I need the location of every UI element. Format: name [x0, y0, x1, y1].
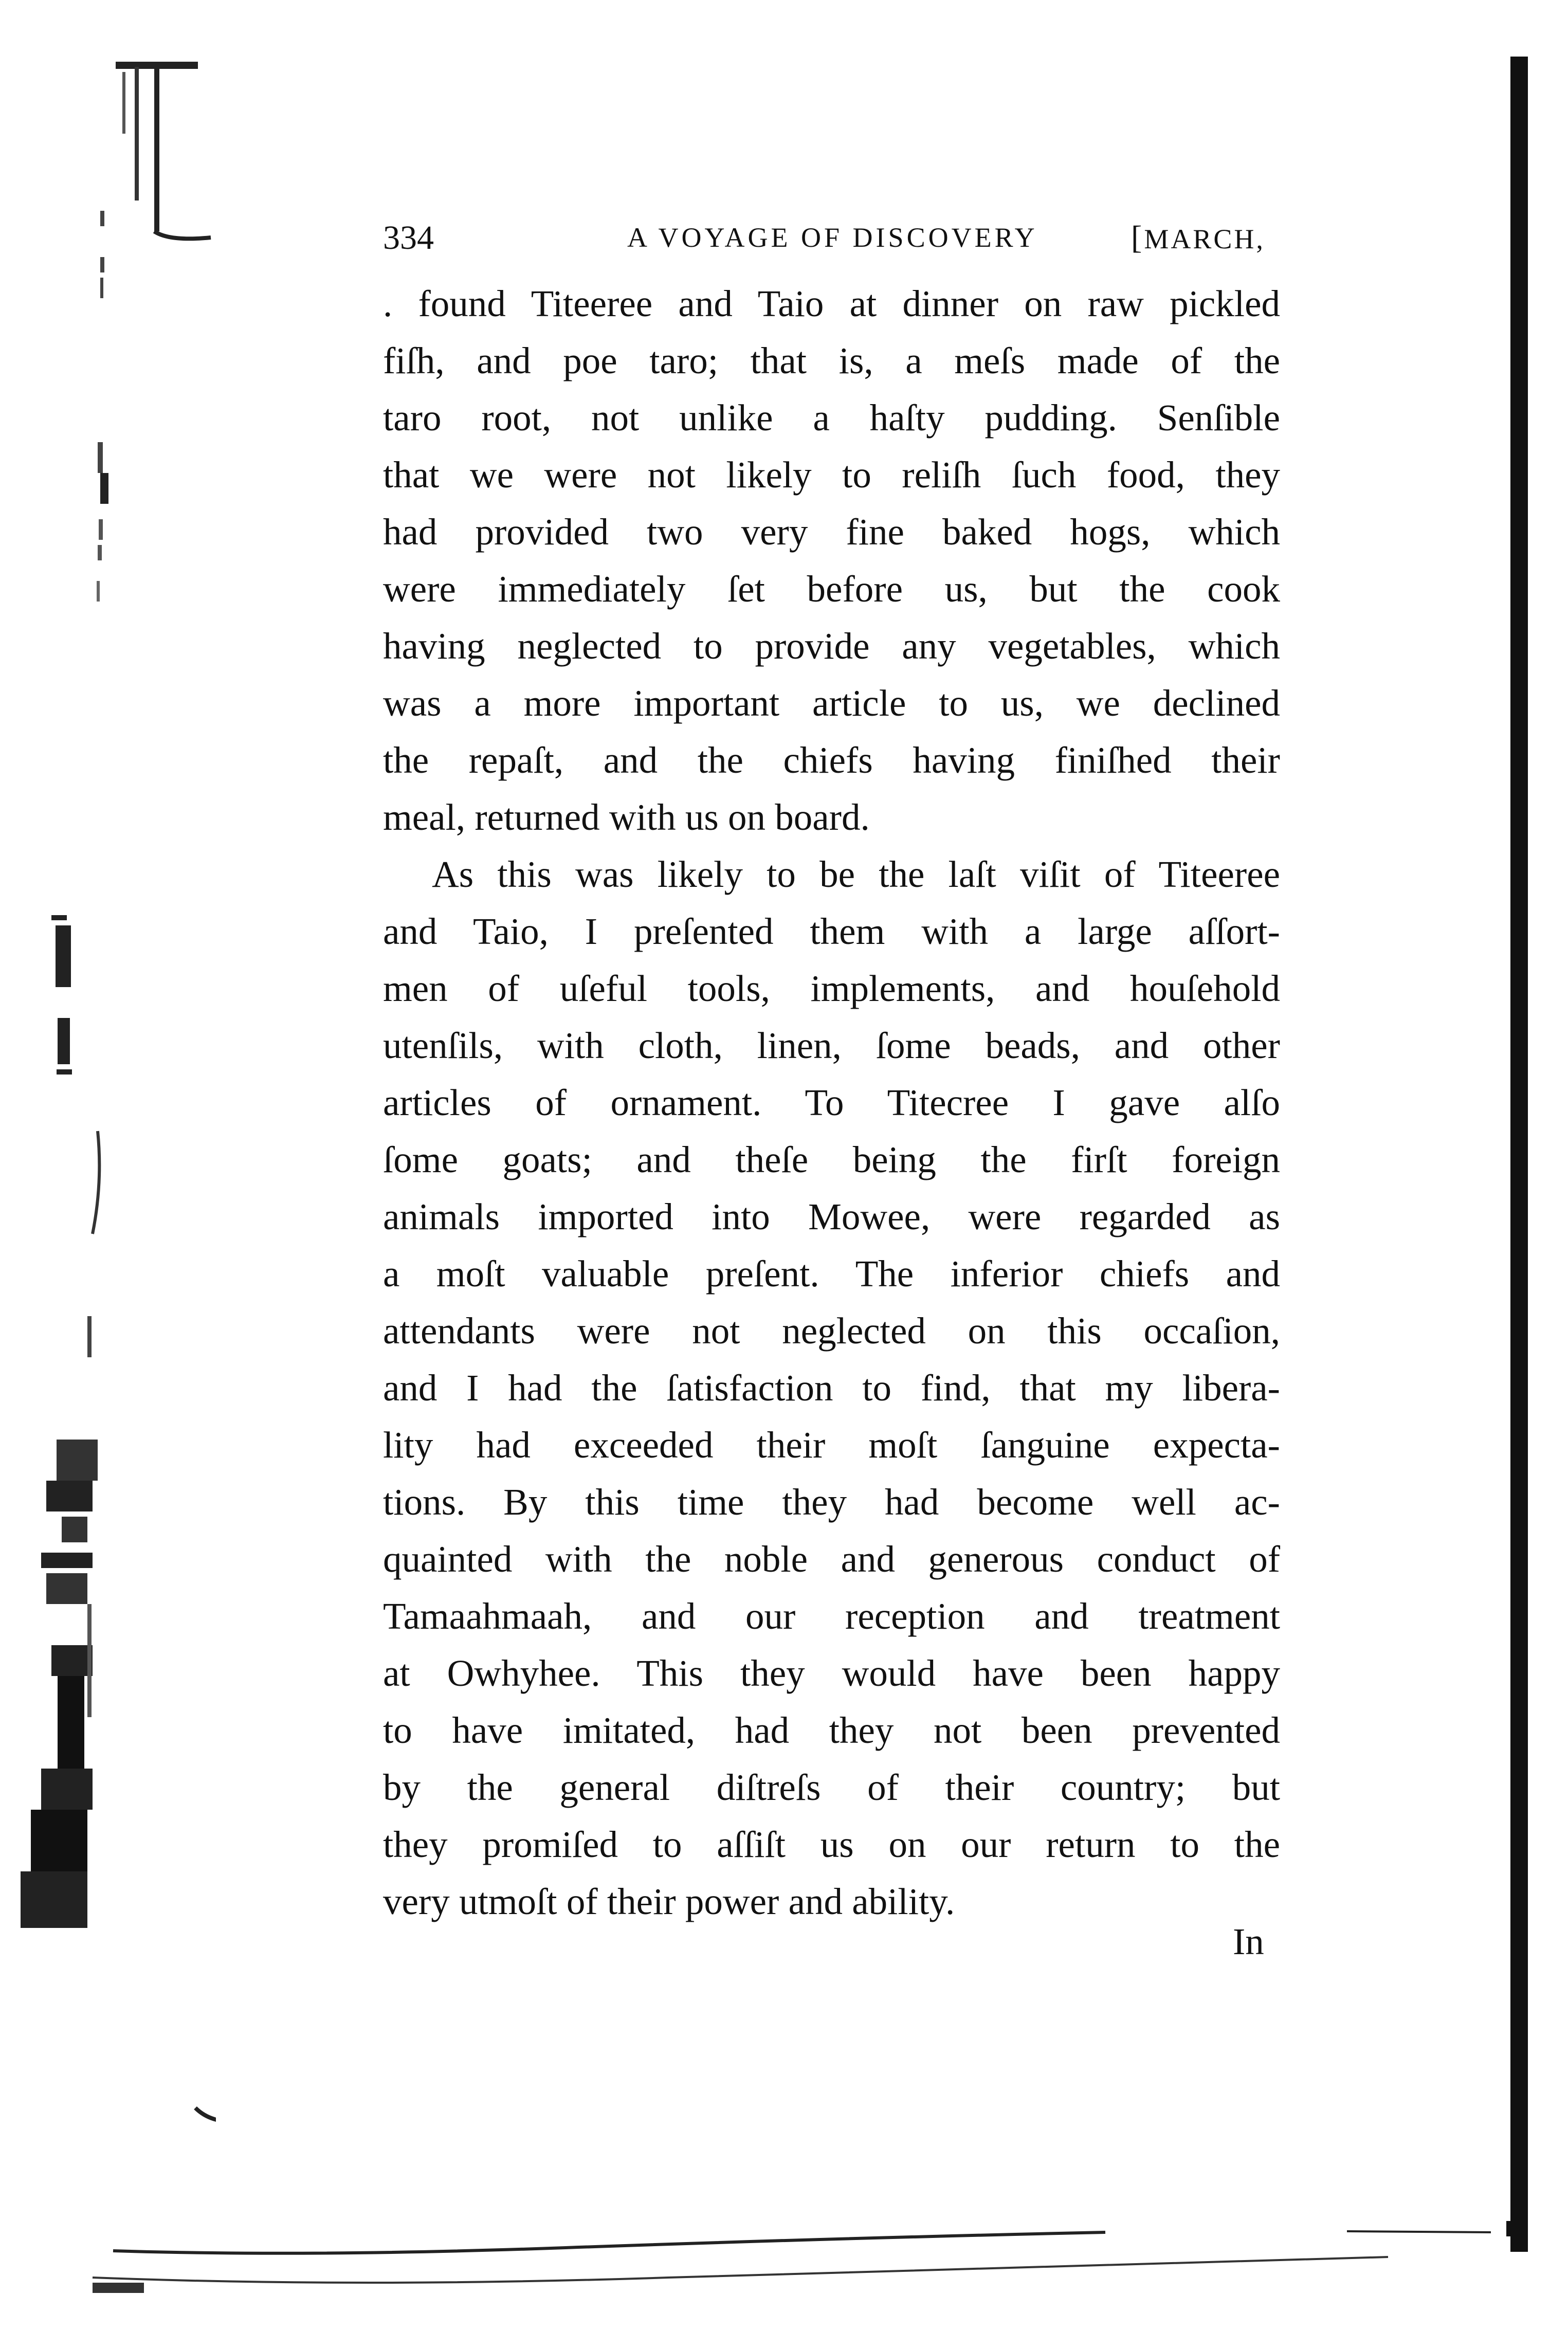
- running-header: [383, 218, 1314, 270]
- paragraph-2: [383, 846, 1280, 1930]
- month-bracket: [: [1131, 219, 1144, 256]
- text-line: meal, returned with us on board.: [383, 796, 870, 838]
- text-line: the repaſt, and the chiefs having finiſhed their: [383, 739, 1280, 781]
- text-line: and I had the ſatisfaction to find, that my libera-: [383, 1367, 1280, 1409]
- paragraph-1: [383, 275, 1280, 846]
- text-line: a moſt valuable preſent. The inferior chiefs and: [383, 1253, 1280, 1295]
- text-line: attendants were not neglected on this occaſion,: [383, 1310, 1280, 1352]
- body-text: [383, 275, 1280, 1930]
- text-line: As this was likely to be the laſt viſit of Titeeree: [432, 853, 1280, 895]
- text-line: tions. By this time they had become well ac-: [383, 1481, 1280, 1523]
- scan-bottom-artifacts: [0, 2200, 1568, 2331]
- catchword: In: [1233, 1921, 1264, 1962]
- scan-right-edge-bar: [1510, 57, 1528, 2252]
- text-line: were immediately ſet before us, but the cook: [383, 568, 1280, 610]
- running-month: [1131, 218, 1265, 257]
- month-label: MARCH,: [1144, 224, 1265, 254]
- text-line: at Owhyhee. This they would have been happy: [383, 1652, 1280, 1694]
- text-line: . found Titeeree and Taio at dinner on raw pickled: [383, 283, 1280, 324]
- scan-edge-artifacts: [0, 0, 216, 2331]
- text-line: taro root, not unlike a haſty pudding. Senſible: [383, 397, 1280, 439]
- text-line: ſome goats; and theſe being the firſt foreign: [383, 1139, 1280, 1180]
- text-line: that we were not likely to reliſh ſuch food, they: [383, 454, 1280, 496]
- text-line: had provided two very fine baked hogs, which: [383, 511, 1280, 553]
- text-line: lity had exceeded their moſt ſanguine expecta-: [383, 1424, 1280, 1466]
- text-line: animals imported into Mowee, were regarded as: [383, 1196, 1280, 1237]
- text-line: articles of ornament. To Titecree I gave alſo: [383, 1082, 1280, 1123]
- text-line: men of uſeful tools, implements, and houſehold: [383, 968, 1280, 1009]
- running-title: A VOYAGE OF DISCOVERY: [627, 222, 1038, 253]
- text-line: Tamaahmaah, and our reception and treatment: [383, 1595, 1280, 1637]
- page-number: 334: [383, 219, 434, 257]
- text-line: quainted with the noble and generous conduct of: [383, 1538, 1280, 1580]
- text-line: fiſh, and poe taro; that is, a meſs made of the: [383, 340, 1280, 381]
- text-line: having neglected to provide any vegetables, which: [383, 625, 1280, 667]
- text-line: utenſils, with cloth, linen, ſome beads, and other: [383, 1025, 1280, 1066]
- text-line: and Taio, I preſented them with a large aſſort-: [383, 910, 1280, 952]
- text-line: very utmoſt of their power and ability.: [383, 1881, 955, 1922]
- text-line: they promiſed to aſſiſt us on our return to the: [383, 1824, 1280, 1865]
- text-line: to have imitated, had they not been prevented: [383, 1709, 1280, 1751]
- text-line: was a more important article to us, we declined: [383, 682, 1280, 724]
- text-line: by the general diſtreſs of their country; but: [383, 1767, 1280, 1808]
